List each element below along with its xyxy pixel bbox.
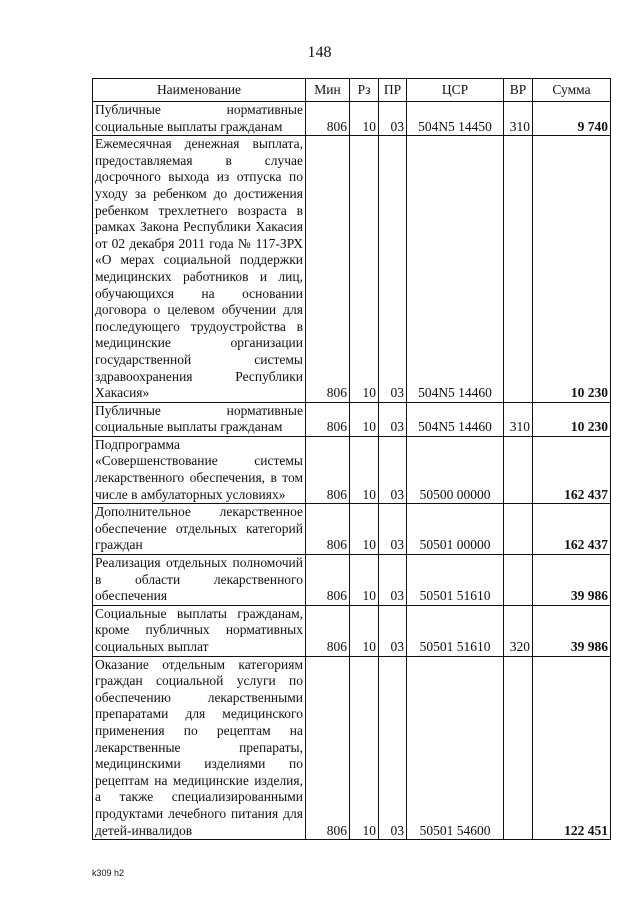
row-csr: 50501 51610 (407, 605, 504, 656)
row-csr: 50501 00000 (407, 504, 504, 555)
row-sum: 10 230 (533, 402, 611, 436)
page-number: 148 (307, 44, 332, 61)
row-vr (504, 136, 533, 403)
column-header-csr: ЦСР (407, 79, 504, 102)
column-header-vr: ВР (504, 79, 533, 102)
row-sum: 9 740 (533, 102, 611, 136)
row-vr: 310 (504, 102, 533, 136)
row-sum: 39 986 (533, 605, 611, 656)
table-row (93, 656, 611, 840)
row-min: 806 (306, 136, 350, 403)
column-header-min: Мин (306, 79, 350, 102)
row-pr: 03 (379, 656, 407, 840)
row-name: Реализация отдельных полномочий в области лекарственного обеспечения (93, 555, 306, 606)
row-csr: 504N5 14460 (407, 136, 504, 403)
table-row (93, 136, 611, 403)
row-name: Публичные нормативные социальные выплаты гражданам (93, 102, 306, 136)
row-sum: 162 437 (533, 504, 611, 555)
row-pr: 03 (379, 605, 407, 656)
row-vr (504, 504, 533, 555)
row-sum: 10 230 (533, 136, 611, 403)
table-row (93, 436, 611, 503)
row-sum: 122 451 (533, 656, 611, 840)
row-min: 806 (306, 436, 350, 503)
table-row (93, 504, 611, 555)
row-vr: 320 (504, 605, 533, 656)
row-pr: 03 (379, 555, 407, 606)
footer-code: k309 h2 (92, 868, 125, 878)
row-min: 806 (306, 605, 350, 656)
row-name: Подпрограмма «Совершенствование системы лекарственного обеспечения, в том числе в амбулаторных условиях» (93, 436, 306, 503)
row-csr: 504N5 14450 (407, 102, 504, 136)
row-sum: 39 986 (533, 555, 611, 606)
table-row (93, 102, 611, 136)
row-rz: 10 (350, 136, 379, 403)
row-pr: 03 (379, 504, 407, 555)
row-pr: 03 (379, 436, 407, 503)
row-pr: 03 (379, 402, 407, 436)
row-rz: 10 (350, 436, 379, 503)
row-vr (504, 436, 533, 503)
column-header-pr: ПР (379, 79, 407, 102)
row-min: 806 (306, 402, 350, 436)
row-name: Оказание отдельным категориям граждан социальной услуги по обеспечению лекарственными препаратами для медицинского применения по рецептам на лекарственные препараты, медицинскими изделиями по рецептам на медицинские изделия, а также специализированными продуктами лечебного питания для детей-инвалидов (93, 656, 306, 840)
row-min: 806 (306, 555, 350, 606)
row-csr: 50501 51610 (407, 555, 504, 606)
row-vr (504, 555, 533, 606)
budget-table (92, 78, 611, 840)
table-row (93, 555, 611, 606)
row-csr: 50501 54600 (407, 656, 504, 840)
row-sum: 162 437 (533, 436, 611, 503)
row-vr (504, 656, 533, 840)
table-row (93, 402, 611, 436)
row-name: Ежемесячная денежная выплата, предоставляемая в случае досрочного выхода из отпуска по уходу за ребенком до достижения ребенком трехлетнего возраста в рамках Закона Республики Хакасия от 02 декабря 2011 года № 117-ЗРХ «О мерах социальной поддержки медицинских работников и лиц, обучающихся на основании договора о целевом обучении для последующего трудоустройства в медицинские организации государственной системы здравоохранения Республики Хакасия» (93, 136, 306, 403)
column-header-name: Наименование (93, 79, 306, 102)
row-rz: 10 (350, 504, 379, 555)
row-min: 806 (306, 102, 350, 136)
row-name: Публичные нормативные социальные выплаты гражданам (93, 402, 306, 436)
row-csr: 504N5 14460 (407, 402, 504, 436)
row-csr: 50500 00000 (407, 436, 504, 503)
row-min: 806 (306, 656, 350, 840)
row-rz: 10 (350, 656, 379, 840)
row-rz: 10 (350, 555, 379, 606)
row-pr: 03 (379, 136, 407, 403)
table-header-row (93, 79, 611, 102)
row-rz: 10 (350, 605, 379, 656)
row-name: Дополнительное лекарственное обеспечение отдельных категорий граждан (93, 504, 306, 555)
row-rz: 10 (350, 102, 379, 136)
row-pr: 03 (379, 102, 407, 136)
row-name: Социальные выплаты гражданам, кроме публичных нормативных социальных выплат (93, 605, 306, 656)
row-vr: 310 (504, 402, 533, 436)
column-header-sum: Сумма (533, 79, 611, 102)
row-min: 806 (306, 504, 350, 555)
column-header-rz: Рз (350, 79, 379, 102)
row-rz: 10 (350, 402, 379, 436)
table-row (93, 605, 611, 656)
